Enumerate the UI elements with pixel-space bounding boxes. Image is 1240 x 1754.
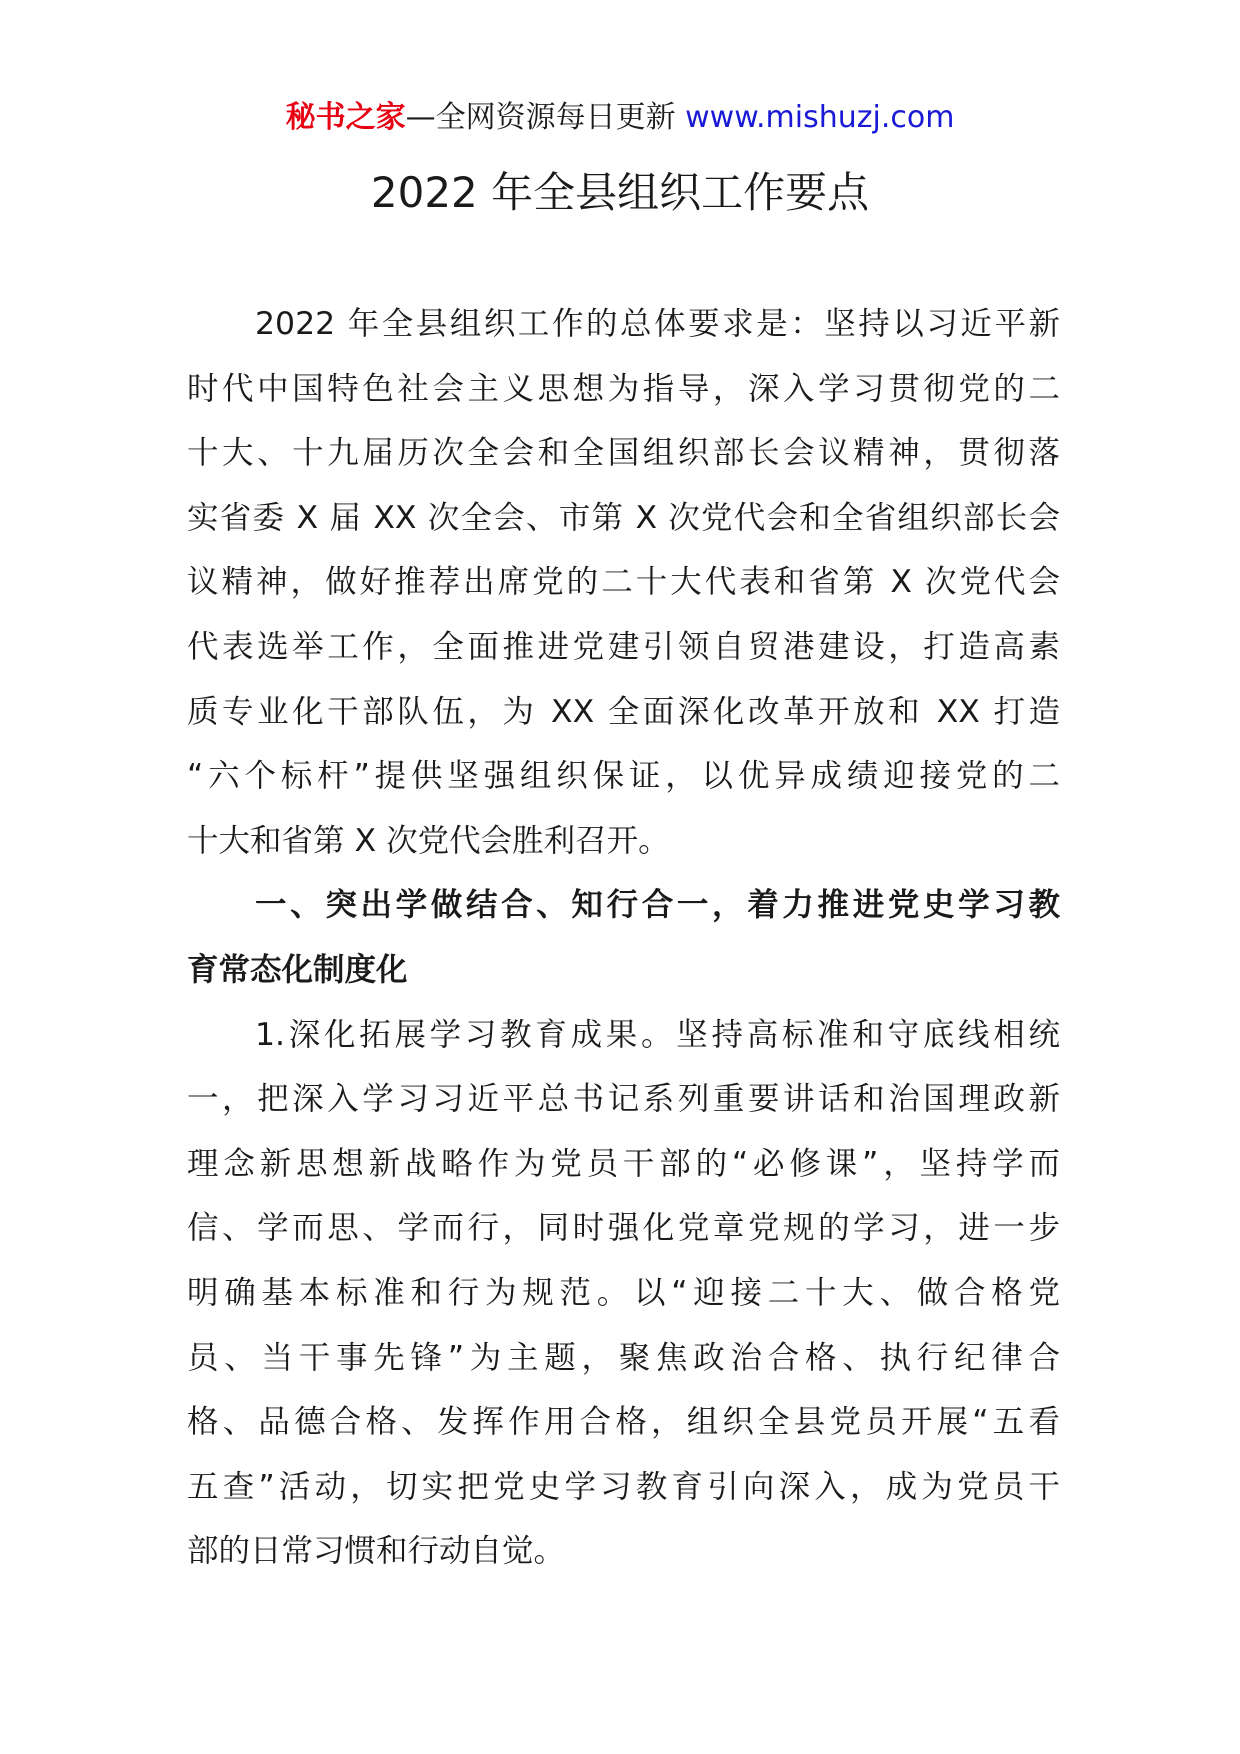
section-heading xyxy=(187,873,1060,1002)
header-tagline: —全网资源每日更新 xyxy=(405,100,686,135)
site-url-link[interactable]: www.mishuzj.com xyxy=(685,100,955,135)
heading-line: 育常态化制度化 xyxy=(187,951,408,988)
text-line: 实省委 X 届 XX 次全会、市第 X 次党代会和全省组织部长会 xyxy=(187,499,1060,536)
text-line: 格、品德合格、发挥作用合格，组织全县党员开展“五看 xyxy=(187,1404,1060,1441)
text-line: 质专业化干部队伍，为 XX 全面深化改革开放和 XX 打造 xyxy=(187,693,1060,730)
heading-line: 一、突出学做结合、知行合一，着力推进党史学习教 xyxy=(255,887,1060,924)
text-line: 十大和省第 X 次党代会胜利召开。 xyxy=(187,822,670,859)
text-line: 五查”活动，切实把党史学习教育引向深入，成为党员干 xyxy=(187,1468,1060,1505)
text-line: 明确基本标准和行为规范。以“迎接二十大、做合格党 xyxy=(187,1274,1060,1311)
document-title: 2022 年全县组织工作要点 xyxy=(370,168,870,217)
document-body xyxy=(187,292,1060,1584)
text-line: 部的日常习惯和行动自觉。 xyxy=(187,1533,566,1570)
text-line: 1.深化拓展学习教育成果。坚持高标准和守底线相统 xyxy=(255,1016,1060,1053)
text-line: 代表选举工作，全面推进党建引领自贸港建设，打造高素 xyxy=(187,628,1060,665)
text-line: 理念新思想新战略作为党员干部的“必修课”，坚持学而 xyxy=(187,1145,1060,1182)
site-header xyxy=(0,98,1240,138)
text-line: 2022 年全县组织工作的总体要求是：坚持以习近平新 xyxy=(255,306,1060,342)
item-paragraph xyxy=(187,1003,1060,1584)
text-line: 一，把深入学习习近平总书记系列重要讲话和治国理政新 xyxy=(187,1081,1060,1118)
text-line: 员、当干事先锋”为主题，聚焦政治合格、执行纪律合 xyxy=(187,1339,1060,1376)
text-line: 十大、十九届历次全会和全国组织部长会议精神，贯彻落 xyxy=(187,435,1060,472)
intro-paragraph xyxy=(187,292,1060,873)
brand-name: 秘书之家 xyxy=(285,100,406,135)
text-line: 信、学而思、学而行，同时强化党章党规的学习，进一步 xyxy=(187,1210,1060,1247)
text-line: “六个标杆”提供坚强组织保证，以优异成绩迎接党的二 xyxy=(187,758,1060,795)
text-line: 议精神，做好推荐出席党的二十大代表和省第 X 次党代会 xyxy=(187,564,1060,601)
text-line: 时代中国特色社会主义思想为指导，深入学习贯彻党的二 xyxy=(187,370,1060,407)
